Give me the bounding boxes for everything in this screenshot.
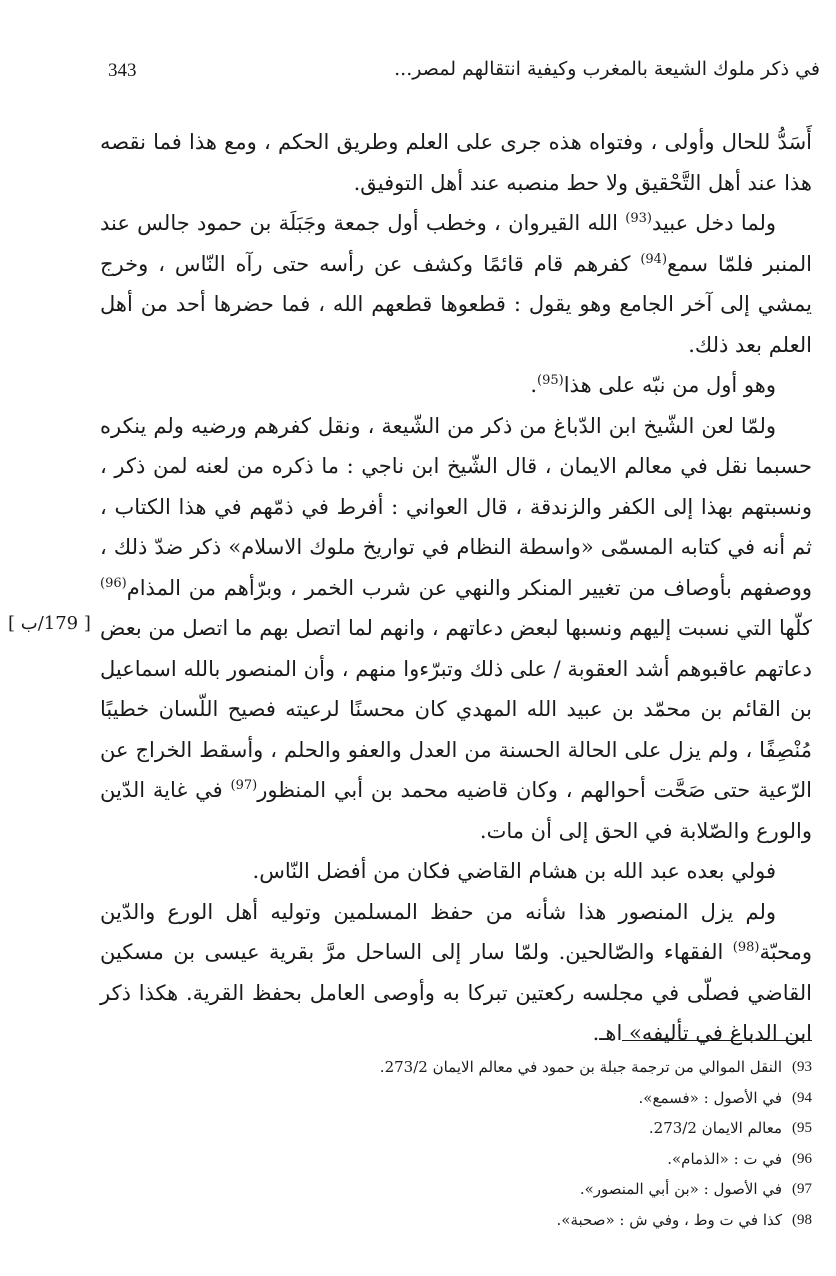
paragraph-1 (100, 122, 812, 203)
folio-marker: [ 179/ب ] (8, 613, 91, 634)
footnote-item (300, 1083, 812, 1114)
paragraph-2 (100, 203, 812, 365)
paragraph-3 (100, 365, 812, 406)
footnote-ref-95[interactable]: (95) (537, 373, 564, 388)
footnote-text: في ت : «الذمام». (667, 1149, 782, 1168)
paragraph-text: كفرهم قام قائمًا وكشف عن رأسه حتى رآه النّاس ، وخرج يمشي إلى آخر الجامع وهو يقول : قطعوها قطعهم الله ، فما حضرها أحد من أهل العلم بعد ذلك. (100, 251, 812, 357)
footnote-divider (622, 1040, 812, 1041)
paragraph-5 (100, 851, 812, 892)
footnote-number: 97) (792, 1181, 812, 1197)
footnote-item (300, 1174, 812, 1205)
footnote-text: معالم الايمان 273/2. (648, 1119, 782, 1137)
footnote-number: 95) (792, 1120, 812, 1136)
footnote-ref-93[interactable]: (93) (625, 211, 652, 226)
paragraph-text: الله القيروان ، وخطب أول جمعة وجَبَلَة بن حمود جالس عند المنبر فلمّا سمع (100, 211, 812, 276)
footnote-item (300, 1205, 812, 1236)
paragraph-text: ولم يزل المنصور هذا شأنه من حفظ المسلمين وتوليه أهل الورع والدّين ومحبّة (100, 899, 812, 964)
page-header (100, 58, 820, 94)
paragraph-text: في غاية الدّين والورع والصّلابة في الحق إلى أن مات. (100, 778, 812, 843)
paragraph-text: فولي بعده عبد الله بن هشام القاضي فكان من أفضل النّاس. (252, 859, 776, 883)
paragraph-text: أَسَدُّ للحال وأولى ، وفتواه هذه جرى على العلم وطريق الحكم ، ومع هذا فما نقصه هذا عند أهل التَّحْقيق ولا حط منصبه عند أهل التوفيق. (100, 130, 812, 195)
paragraph-text: ولما دخل عبيد (651, 211, 776, 235)
footnote-ref-94[interactable]: (94) (640, 251, 668, 267)
footnote-item (300, 1113, 812, 1144)
running-title: في ذكر ملوك الشيعة بالمغرب وكيفية انتقالهم لمصر... (394, 58, 820, 80)
footnote-number: 98) (792, 1211, 812, 1228)
footnote-text: في الأصول : «فسمع». (638, 1088, 782, 1107)
paragraph-text: كلّها التي نسبت إليهم ونسبها لبعض دعاتهم ، وانهم لما اتصل بهم ما اتصل من بعض دعاتهم عاقبوهم أشد العقوبة / على ذلك وتبرّءوا منهم ، وأن المنصور بالله اسماعيل بن القائم بن محمّد بن عبيد الله المهدي كان محسنًا لرعيته فصيح اللّسان خطيبًا مُنْصِفًا ، ولم يزل على الحالة الحسنة من العدل والعفو والحلم ، وأسقط الخراج عن الرّعية حتى صَحَّت أحوالهم ، وكان قاضيه محمد بن أبي المنظور (100, 616, 812, 802)
footnotes-section (300, 1052, 812, 1235)
paragraph-text: ولمّا لعن الشّيخ ابن الدّباغ من ذكر من الشّيعة ، ونقل كفرهم ورضيه ولم ينكره حسبما نقل في معالم الايمان ، قال الشّيخ ابن ناجي : ما ذكره من لعنه لمن ذكر ، ونسبتهم بهذا إلى الكفر والزندقة ، قال العواني : أفرط في ذمّهم في هذا الكتاب ، ثم أنه في كتابه المسمّى «واسطة النظام في تواريخ ملوك الاسلام» ذكر ضدّ ذلك ، ووصفهم بأوصاف من تغيير المنكر والنهي عن شرب الخمر ، وبرّأهم من المذام (100, 413, 812, 600)
footnote-item (300, 1052, 812, 1083)
paragraph-text: الفقهاء والصّالحين. ولمّا سار إلى الساحل مرَّ بقرية عيسى بن مسكين القاضي فصلّى في مجلسه ركعتين تبركا به وأوصى العامل بحفظ القرية. هكذا ذكر ابن الدباغ في تأليفه» اهـ. (100, 940, 812, 1045)
footnote-number: 94) (792, 1089, 812, 1106)
footnote-ref-97[interactable]: (97) (230, 778, 258, 793)
paragraph-text: . (530, 373, 538, 397)
footnote-item (300, 1144, 812, 1175)
page-number: 343 (108, 60, 137, 81)
footnote-text: كذا في ت وط ، وفي ش : «صحبة». (556, 1210, 782, 1229)
footnote-number: 96) (792, 1150, 812, 1167)
paragraph-6 (100, 892, 812, 1054)
footnote-ref-98[interactable]: (98) (732, 940, 760, 955)
footnote-number: 93) (792, 1059, 812, 1075)
paragraph-text: وهو أول من نبّه على هذا (563, 373, 776, 397)
main-text (100, 122, 812, 1054)
footnote-text: في الأصول : «بن أبي المنصور». (579, 1180, 782, 1198)
paragraph-4 (100, 406, 812, 852)
footnote-ref-96[interactable]: (96) (100, 575, 127, 591)
footnote-text: النقل الموالي من ترجمة جبلة بن حمود في معالم الايمان 273/2. (379, 1058, 782, 1076)
